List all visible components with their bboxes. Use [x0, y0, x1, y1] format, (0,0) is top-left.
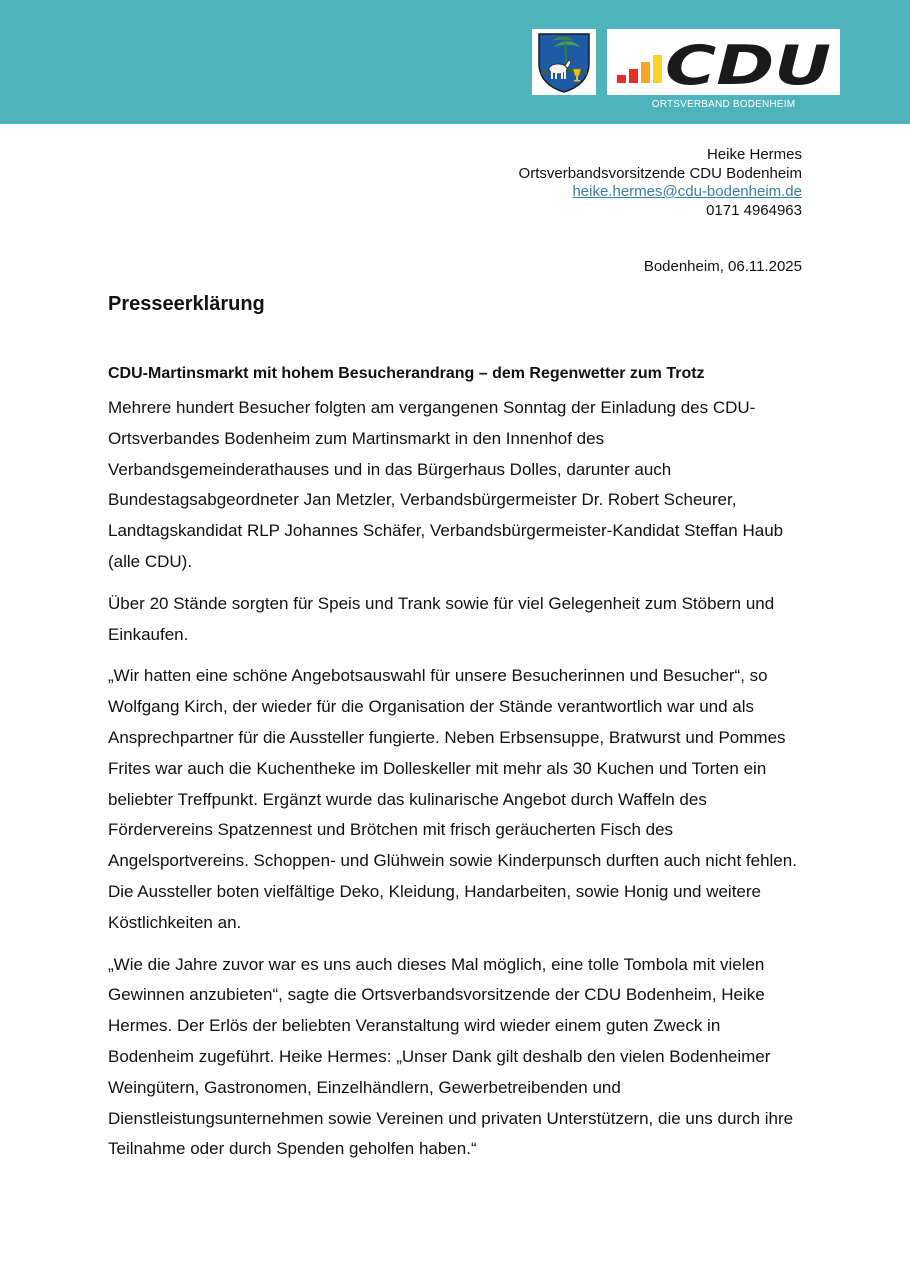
cdu-logo — [607, 29, 840, 95]
sender-phone: 0171 4964963 — [706, 201, 802, 219]
sender-role: Ortsverbandsvorsitzende CDU Bodenheim — [518, 164, 802, 182]
body-paragraph-2: Über 20 Stände sorgten für Speis und Trank sowie für viel Gelegenheit zum Stöbern und Einkaufen. — [108, 593, 775, 644]
body-paragraph-1: Mehrere hundert Besucher folgten am vergangenen Sonntag der Einladung des CDU-Ortsverbandes Bodenheim zum Martinsmarkt in den Innenhof des Verbandsgemeinderathauses und in das Bürgerhaus Dolles, darunter auch Bundestagsabgeordneter Jan Metzler, Verbandsbürgermeister Dr. Robert Scheurer, Landtagskandidat RLP Johannes Schäfer, Verbandsbürgermeister-Kandidat Steffan Haub (alle CDU). — [108, 398, 784, 571]
press-body — [108, 393, 808, 1176]
sender-email-link[interactable]: heike.hermes@cdu-bodenheim.de — [572, 183, 802, 200]
body-paragraph-3: „Wir hatten eine schöne Angebotsauswahl für unsere Besucherinnen und Besucher“, so Wolfgang Kirch, der wieder für die Organisation der Stände verantwortlich war und als Ansprechpartner für die Aussteller fungierte. Neben Erbsensuppe, Bratwurst und Pommes Frites war auch die Kuchentheke im Dolleskeller mit mehr als 30 Kuchen und Torten ein beliebter Treffpunkt. Ergänzt wurde das kulinarische Angebot durch Waffeln des Fördervereins Spatzennest und Brötchen mit frisch geräucherten Fisch des Angelsportvereins. Schoppen- und Glühwein sowie Kinderpunsch durften auch nicht fehlen. Die Aussteller boten vielfältige Deko, Kleidung, Handarbeiten, sowie Honig und weitere Köstlichkeiten an. — [108, 666, 797, 932]
sender-name: Heike Hermes — [706, 146, 802, 163]
date-line: Bodenheim, 06.11.2025 — [643, 258, 802, 275]
body-paragraph-4: „Wie die Jahre zuvor war es uns auch dieses Mal möglich, eine tolle Tombola mit vielen Gewinnen anzubieten“, sagte die Ortsverbandsvorsitzende der CDU Bodenheim, Heike Hermes. Der Erlös der beliebten Veranstaltung wird wieder einem guten Zweck in Bodenheim zugeführt. Heike Hermes: „Unser Dank gilt deshalb den vielen Bodenheimer Weingütern, Gastronomen, Einzelhändlern, Gewerbetreibenden und Dienstleistungsunternehmen sowie Vereinen und privaten Unterstützern, die uns durch ihre Teilnahme oder durch Spenden geholfen haben.“ — [108, 954, 794, 1159]
press-headline: CDU-Martinsmarkt mit hohem Besucherandrang – dem Regenwetter zum Trotz — [108, 365, 705, 382]
cdu-logo-text: CDU — [665, 34, 831, 95]
bodenheim-coat-of-arms-icon — [532, 29, 596, 95]
sender-block — [380, 146, 802, 220]
logo-caption: ORTSVERBAND BODENHEIM — [651, 99, 796, 110]
document-title: Presseerklärung — [108, 293, 265, 315]
